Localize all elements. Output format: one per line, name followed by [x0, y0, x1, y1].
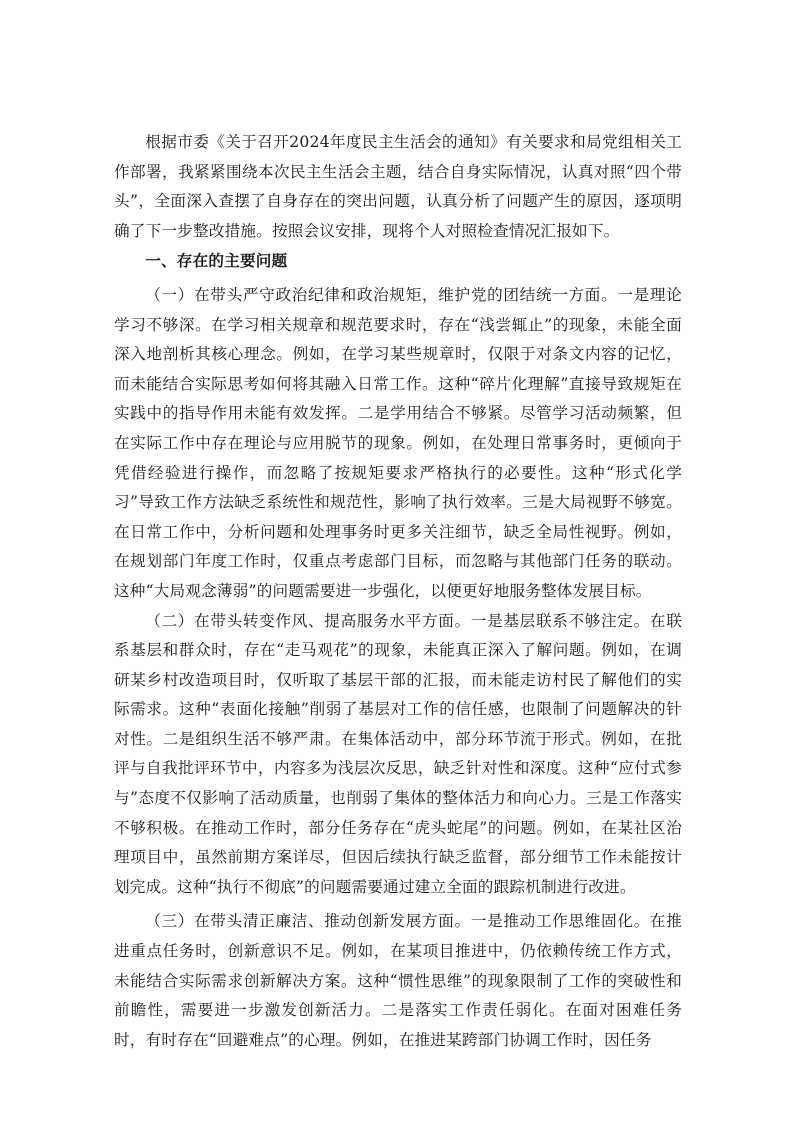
intro-paragraph: 根据市委《关于召开2024年度民主生活会的通知》有关要求和局党组相关工作部署，我紧紧围绕本次民主生活会主题，结合自身实际情况，认真对照“四个带头”，全面深入查摆了自身存在的突出问题，认真分析了问题产生的原因，逐项明确了下一步整改措施。按照会议安排，现将个人对照检查情况汇报如下。	[114, 133, 682, 240]
paragraph-integrity-innovation: （三）在带头清正廉洁、推动创新发展方面。一是推动工作思维固化。在推进重点任务时，创新意识不足。例如，在某项目推进中，仍依赖传统工作方式，未能结合实际需求创新解决方案。这种“惯性思维”的现象限制了工作的突破性和前瞻性，需要进一步激发创新活力。二是落实工作责任弱化。在面对困难任务时，有时存在“回避难点”的心理。例如，在推进某跨部门协调工作时，因任务	[114, 912, 682, 1049]
paragraph-work-style: （二）在带头转变作风、提高服务水平方面。一是基层联系不够注定。在联系基层和群众时，存在“走马观花”的现象，未能真正深入了解问题。例如，在调研某乡村改造项目时，仅听取了基层干部的汇报，而未能走访村民了解他们的实际需求。这种“表面化接触”削弱了基层对工作的信任感，也限制了问题解决的针对性。二是组织生活不够严肃。在集体活动中，部分环节流于形式。例如，在批评与自我批评环节中，内容多为浅层次反思，缺乏针对性和深度。这种“应付式参与”态度不仅影响了活动质量，也削弱了集体的整体活力和向心力。三是工作落实不够积极。在推动工作时，部分任务存在“虎头蛇尾”的问题。例如，在某社区治理项目中，虽然前期方案详尽，但因后续执行缺乏监督，部分细节工作未能按计划完成。这种“执行不彻底”的问题需要通过建立全面的跟踪机制进行改进。	[114, 611, 682, 896]
paragraph-political-discipline: （一）在带头严守政治纪律和政治规矩，维护党的团结统一方面。一是理论学习不够深。在学习相关规章和规范要求时，存在“浅尝辄止”的现象，未能全面深入地剖析其核心理念。例如，在学习某些规章时，仅限于对条文内容的记忆，而未能结合实际思考如何将其融入日常工作。这种“碎片化理解”直接导致规矩在实践中的指导作用未能有效发挥。二是学用结合不够紧。尽管学习活动频繁，但在实际工作中存在理论与应用脱节的现象。例如，在处理日常事务时，更倾向于凭借经验进行操作，而忽略了按规矩要求严格执行的必要性。这种“形式化学习”导致工作方法缺乏系统性和规范性，影响了执行效率。三是大局视野不够宽。在日常工作中，分析问题和处理事务时更多关注细节，缺乏全局性视野。例如，在规划部门年度工作时，仅重点考虑部门目标，而忽略与其他部门任务的联动。这种“大局观念薄弱”的问题需要进一步强化，以便更好地服务整体发展目标。	[114, 285, 682, 600]
section-heading-main-problems: 一、存在的主要问题	[145, 252, 288, 271]
document-page	[114, 128, 682, 1055]
